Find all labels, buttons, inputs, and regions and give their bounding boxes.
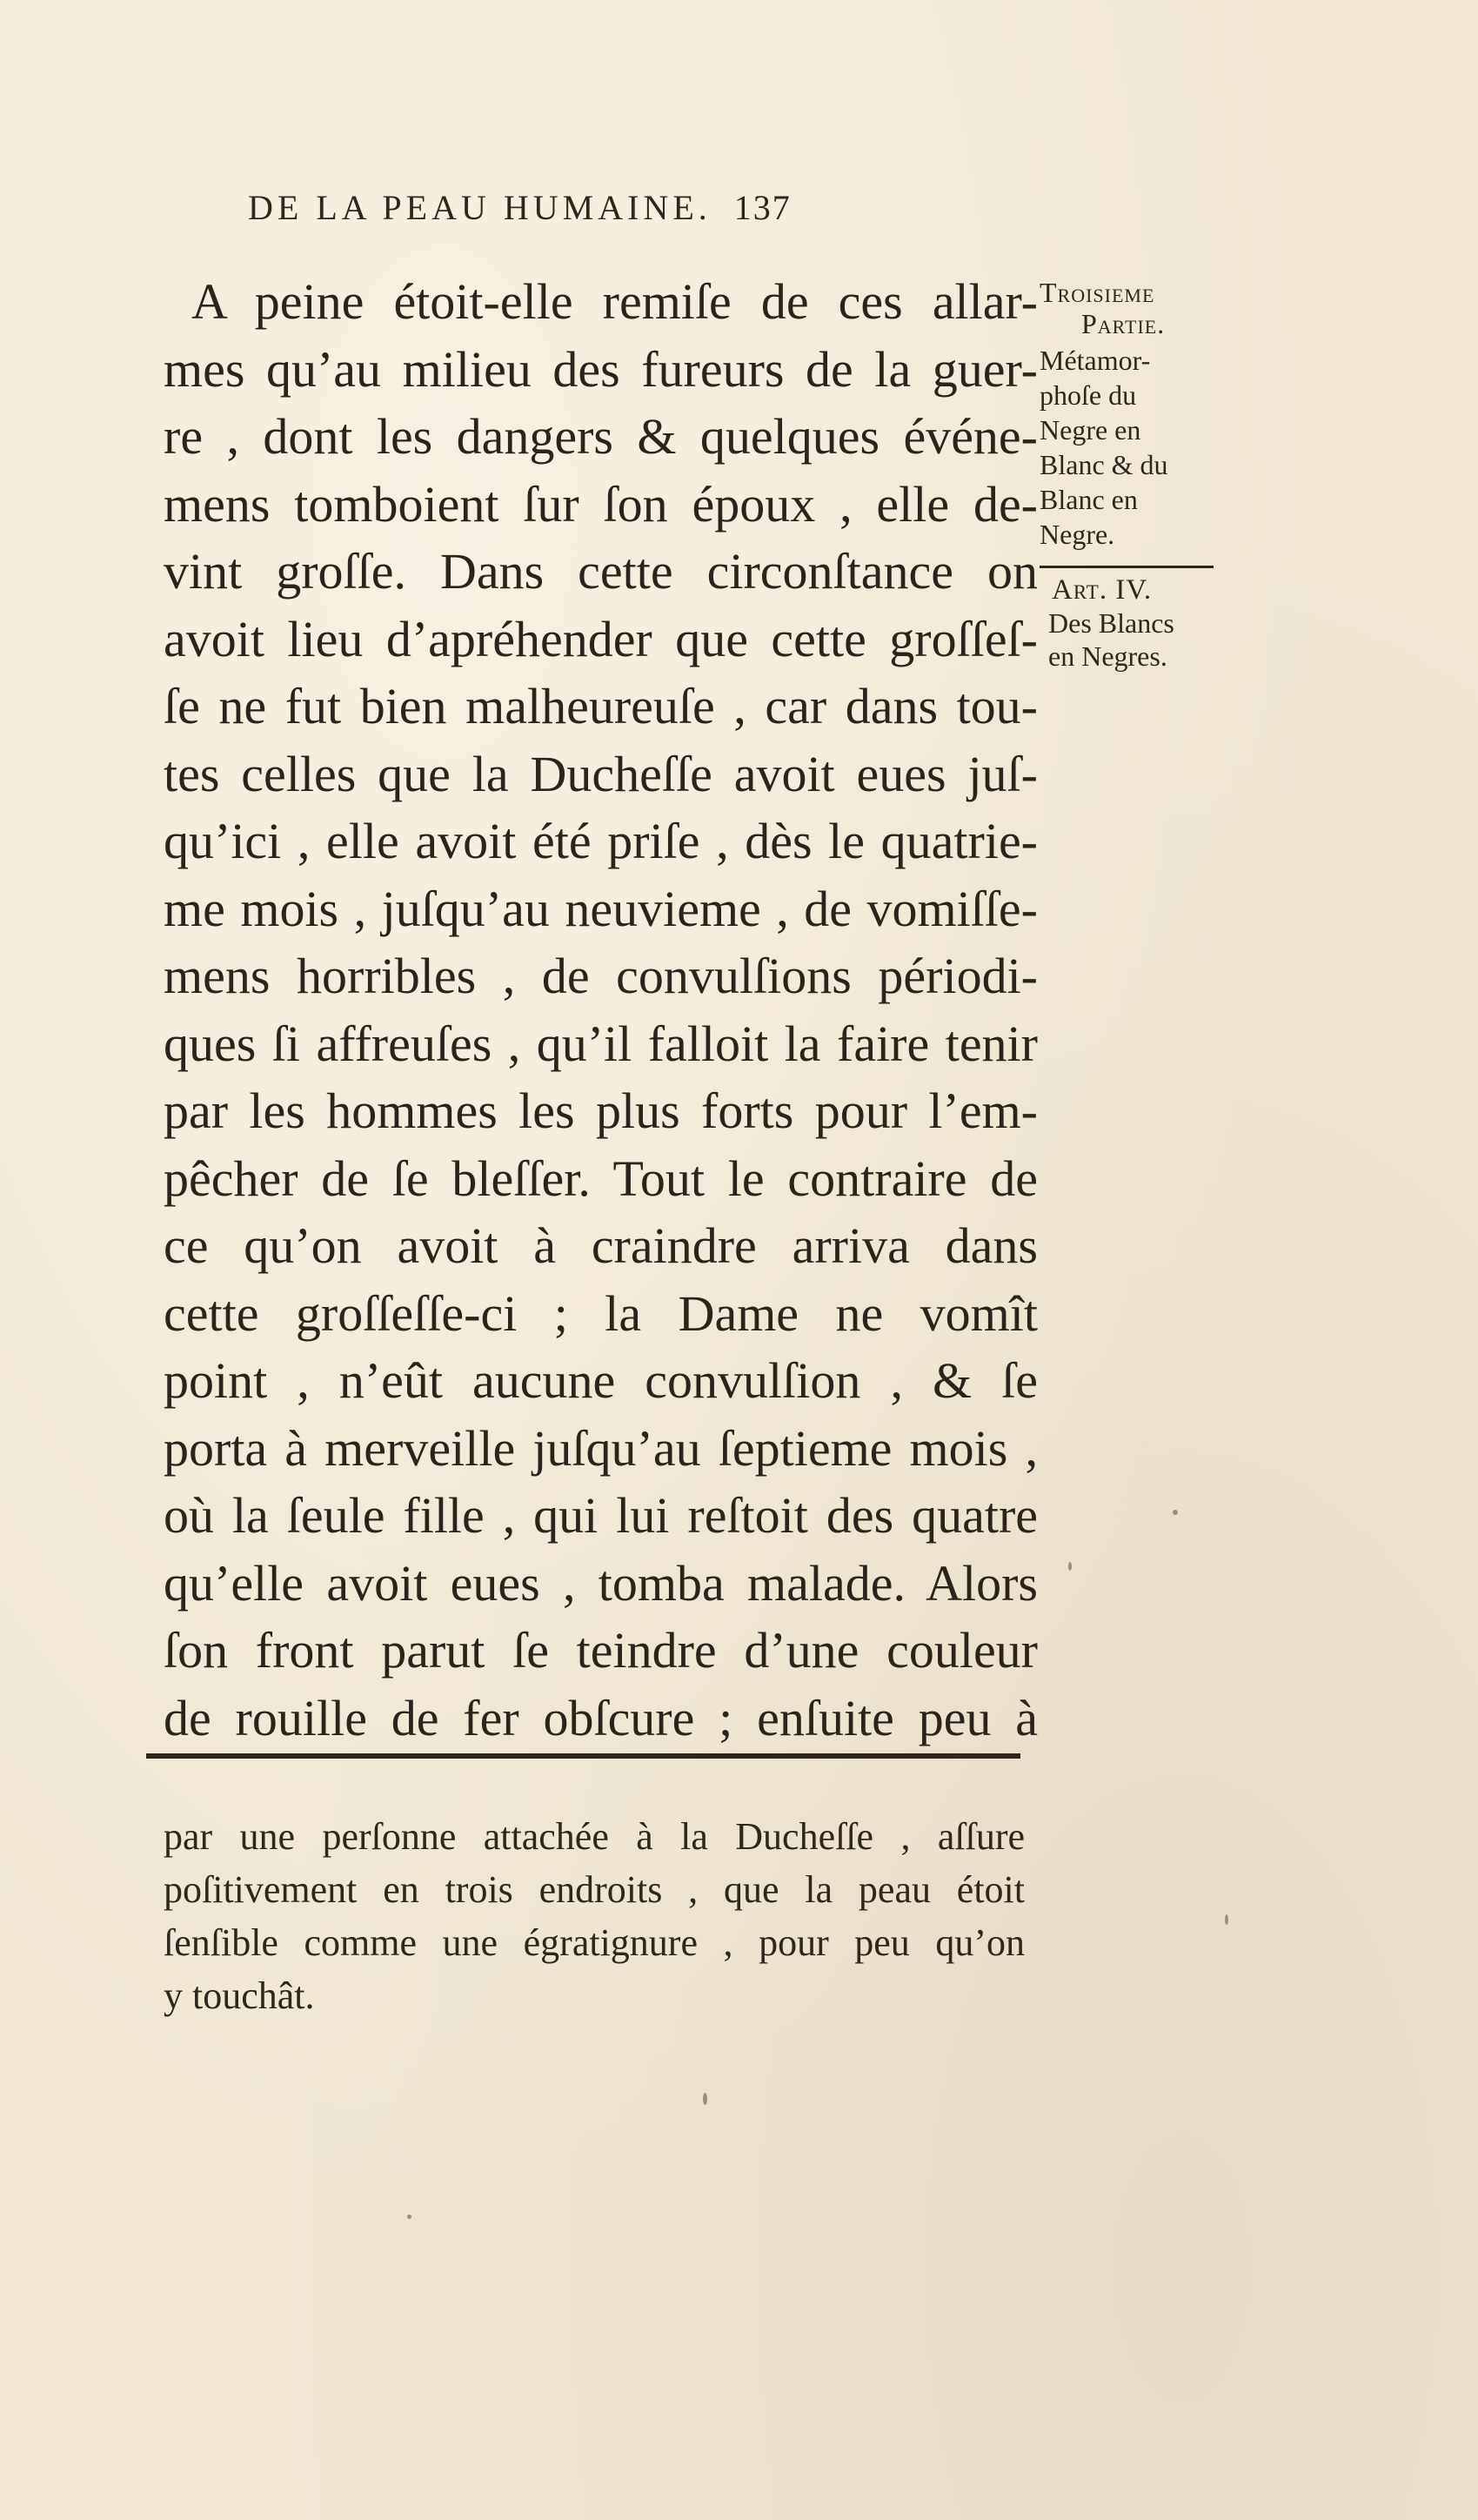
- margin-part-line: Partie.: [1081, 308, 1166, 339]
- running-header: [248, 187, 1057, 228]
- text-line: mes qu’au milieu des fureurs de la guer-: [164, 340, 1038, 398]
- text-line: qu’elle avoit eues , tomba malade. Alors: [164, 1554, 1038, 1612]
- page-number: 137: [733, 188, 792, 227]
- text-line: ce qu’on avoit à craindre arriva dans: [164, 1217, 1038, 1274]
- margin-article-number: Art. IV.: [1052, 574, 1153, 606]
- footnote-line: y touchât.: [164, 1974, 315, 2017]
- text-line: où la ſeule fille , qui lui reſtoit des quatre: [164, 1487, 1038, 1544]
- running-title: DE LA PEAU HUMAINE.: [248, 188, 712, 227]
- footnote-line: par une perſonne attachée à la Ducheſſe , aſſure: [164, 1815, 1025, 1858]
- text-line: mens horribles , de convulſions périodi-: [164, 948, 1038, 1004]
- margin-part-line: Troisieme: [1040, 277, 1155, 308]
- text-line: re , dont les dangers & quelques événe-: [164, 408, 1038, 465]
- text-line: qu’ici , elle avoit été priſe , dès le quatrie-: [164, 813, 1038, 869]
- margin-note-line: Blanc & du: [1040, 449, 1168, 480]
- text-line: avoit lieu d’apréhender que cette groſſeſ-: [164, 610, 1038, 667]
- margin-note-line: Des Blancs: [1048, 607, 1174, 639]
- text-line: mens tomboient ſur ſon époux , elle de-: [164, 475, 1038, 533]
- footnote-line: poſitivement en trois endroits , que la peau étoit: [164, 1868, 1025, 1911]
- margin-notes: [1040, 277, 1227, 673]
- margin-part-heading: [1040, 277, 1227, 339]
- paper-speck: [1173, 1510, 1178, 1515]
- text-line: A peine étoit-elle remiſe de ces allar-: [191, 273, 1038, 330]
- margin-note-line: phoſe du: [1040, 379, 1137, 411]
- text-line: porta à merveille juſqu’au ſeptieme mois ,: [164, 1419, 1038, 1477]
- paper-speck: [407, 2215, 411, 2219]
- paper-speck: [1225, 1914, 1228, 1925]
- main-text: [164, 268, 1038, 1752]
- margin-note-line: en Negres.: [1048, 640, 1167, 672]
- text-line: de rouille de fer obſcure ; enſuite peu à: [164, 1689, 1038, 1746]
- paper-speck: [703, 2093, 707, 2105]
- margin-article-title: [1040, 607, 1227, 673]
- text-line: point , n’eût aucune convulſion , & ſe: [164, 1352, 1038, 1409]
- text-line: tes celles que la Ducheſſe avoit eues juſ-: [164, 745, 1038, 802]
- text-line: me mois , juſqu’au neuvieme , de vomiſſe-: [164, 880, 1038, 937]
- text-line: pêcher de ſe bleſſer. Tout le contraire de: [164, 1149, 1038, 1207]
- margin-note-line: Blanc en: [1040, 484, 1138, 515]
- margin-note-line: Métamor-: [1040, 345, 1151, 376]
- footnote: [164, 1810, 1025, 2022]
- footnote-rule: [146, 1753, 1020, 1759]
- paper-speck: [1068, 1562, 1072, 1571]
- text-line: cette groſſeſſe-ci ; la Dame ne vomît: [164, 1284, 1038, 1342]
- text-line: vint groſſe. Dans cette circonſtance on: [164, 543, 1038, 600]
- margin-note-line: Negre.: [1040, 519, 1115, 550]
- margin-note-line: Negre en: [1040, 414, 1141, 446]
- text-line: ſe ne fut bien malheureuſe , car dans tou-: [164, 678, 1038, 734]
- text-line: ques ſi affreuſes , qu’il falloit la faire tenir: [164, 1015, 1038, 1072]
- footnote-line: ſenſible comme une égratignure , pour peu qu’on: [164, 1921, 1025, 1964]
- margin-separator: [1040, 566, 1214, 568]
- text-line: ſon front parut ſe teindre d’une couleur: [164, 1622, 1038, 1679]
- margin-description: [1040, 343, 1227, 552]
- text-line: par les hommes les plus forts pour l’em-: [164, 1082, 1038, 1139]
